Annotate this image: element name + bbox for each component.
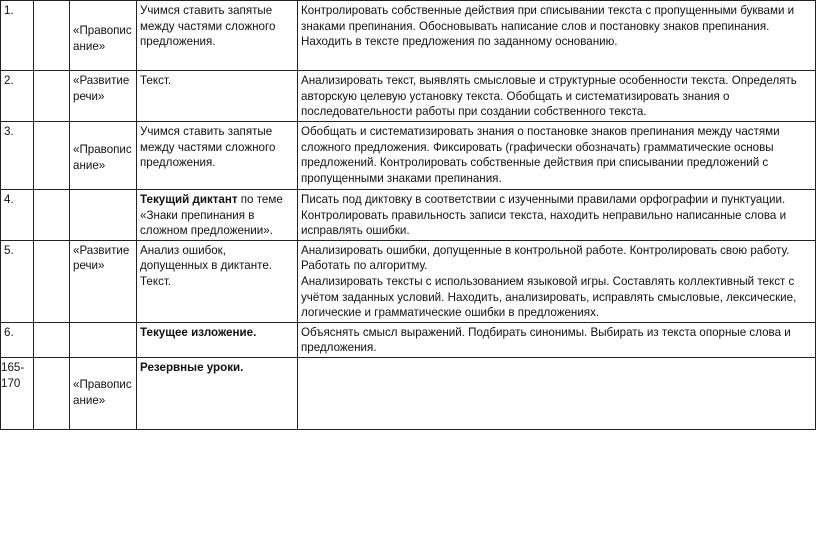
row-number-label: 165-170 <box>1 360 25 390</box>
topic-cell: Учимся ставить запятые между частями сложного предложения. <box>137 122 298 190</box>
empty-cell <box>34 122 70 190</box>
row-number: 1. <box>1 1 34 71</box>
empty-cell <box>34 322 70 357</box>
row-number: 6. <box>1 322 34 357</box>
table-row <box>1 240 816 322</box>
activities-cell: Контролировать собственные действия при списывании текста с пропущенными буквами и знаками препинания. Обосновывать написание слов и постановку знаков препинания. Находить в тексте предложения по заданному основанию. <box>298 1 816 71</box>
topic-cell <box>137 357 298 429</box>
activities-cell: Анализировать текст, выявлять смысловые и структурные особенности текста. Определять авторскую целевую установку текста. Обобщать и систематизировать знания о последовательности работы при создании собственного текста. <box>298 71 816 122</box>
section-label: «Развитие речи» <box>73 74 130 103</box>
section-label: «Правописание» <box>73 24 132 53</box>
section-cell <box>70 357 137 429</box>
section-cell <box>70 122 137 190</box>
activities-cell <box>298 357 816 429</box>
topic-bold-label: Текущее изложение. <box>140 325 257 339</box>
topic-cell: Текст. <box>137 71 298 122</box>
section-cell <box>70 71 137 122</box>
section-cell <box>70 1 137 71</box>
topic-text: по теме «Знаки препинания в сложном предложении». <box>140 193 283 238</box>
empty-cell <box>34 357 70 429</box>
row-number: 4. <box>1 190 34 241</box>
section-label: «Правописание» <box>73 377 132 407</box>
activities-cell <box>298 240 816 322</box>
section-cell <box>70 322 137 357</box>
topic-cell: Анализ ошибок, допущенных в диктанте. Текст. <box>137 240 298 322</box>
topic-cell <box>137 190 298 241</box>
topic-cell: Учимся ставить запятые между частями сложного предложения. <box>137 1 298 71</box>
row-number: 3. <box>1 122 34 190</box>
activities-text-2: Анализировать тексты с использованием языковой игры. Составлять коллективный текст с учётом заданных условий. Находить, анализировать, исправлять смысловые, лексические, логические и грамматические ошибки в предложениях. <box>301 274 797 320</box>
empty-cell <box>34 71 70 122</box>
empty-cell <box>34 240 70 322</box>
table-row <box>1 71 816 122</box>
row-number <box>1 357 34 429</box>
activities-cell: Обобщать и систематизировать знания о постановке знаков препинания между частями сложного предложения. Фиксировать (графически обозначать) грамматические основы предложений. Контролировать собственные действия при списывании предложений с пропущенными знаками препинания. <box>298 122 816 190</box>
table-row <box>1 190 816 241</box>
row-number: 5. <box>1 240 34 322</box>
row-number: 2. <box>1 71 34 122</box>
table-row <box>1 322 816 357</box>
section-cell <box>70 240 137 322</box>
empty-cell <box>34 190 70 241</box>
topic-cell <box>137 322 298 357</box>
empty-cell <box>34 1 70 71</box>
table-row <box>1 1 816 71</box>
activities-cell: Писать под диктовку в соответствии с изученными правилами орфографии и пунктуации. Контролировать правильность записи текста, находить неправильно написанные слова и исправлять ошибки. <box>298 190 816 241</box>
section-label: «Развитие речи» <box>73 243 130 273</box>
table-row <box>1 122 816 190</box>
section-label: «Правописание» <box>73 143 132 172</box>
table-row <box>1 357 816 429</box>
activities-cell: Объяснять смысл выражений. Подбирать синонимы. Выбирать из текста опорные слова и предложения. <box>298 322 816 357</box>
topic-bold-label: Текущий диктант <box>140 193 238 206</box>
activities-text: Анализировать ошибки, допущенные в контрольной работе. Контролировать свою работу. Работать по алгоритму. <box>301 243 790 273</box>
section-cell <box>70 190 137 241</box>
topic-bold-label: Резервные уроки. <box>140 360 244 374</box>
